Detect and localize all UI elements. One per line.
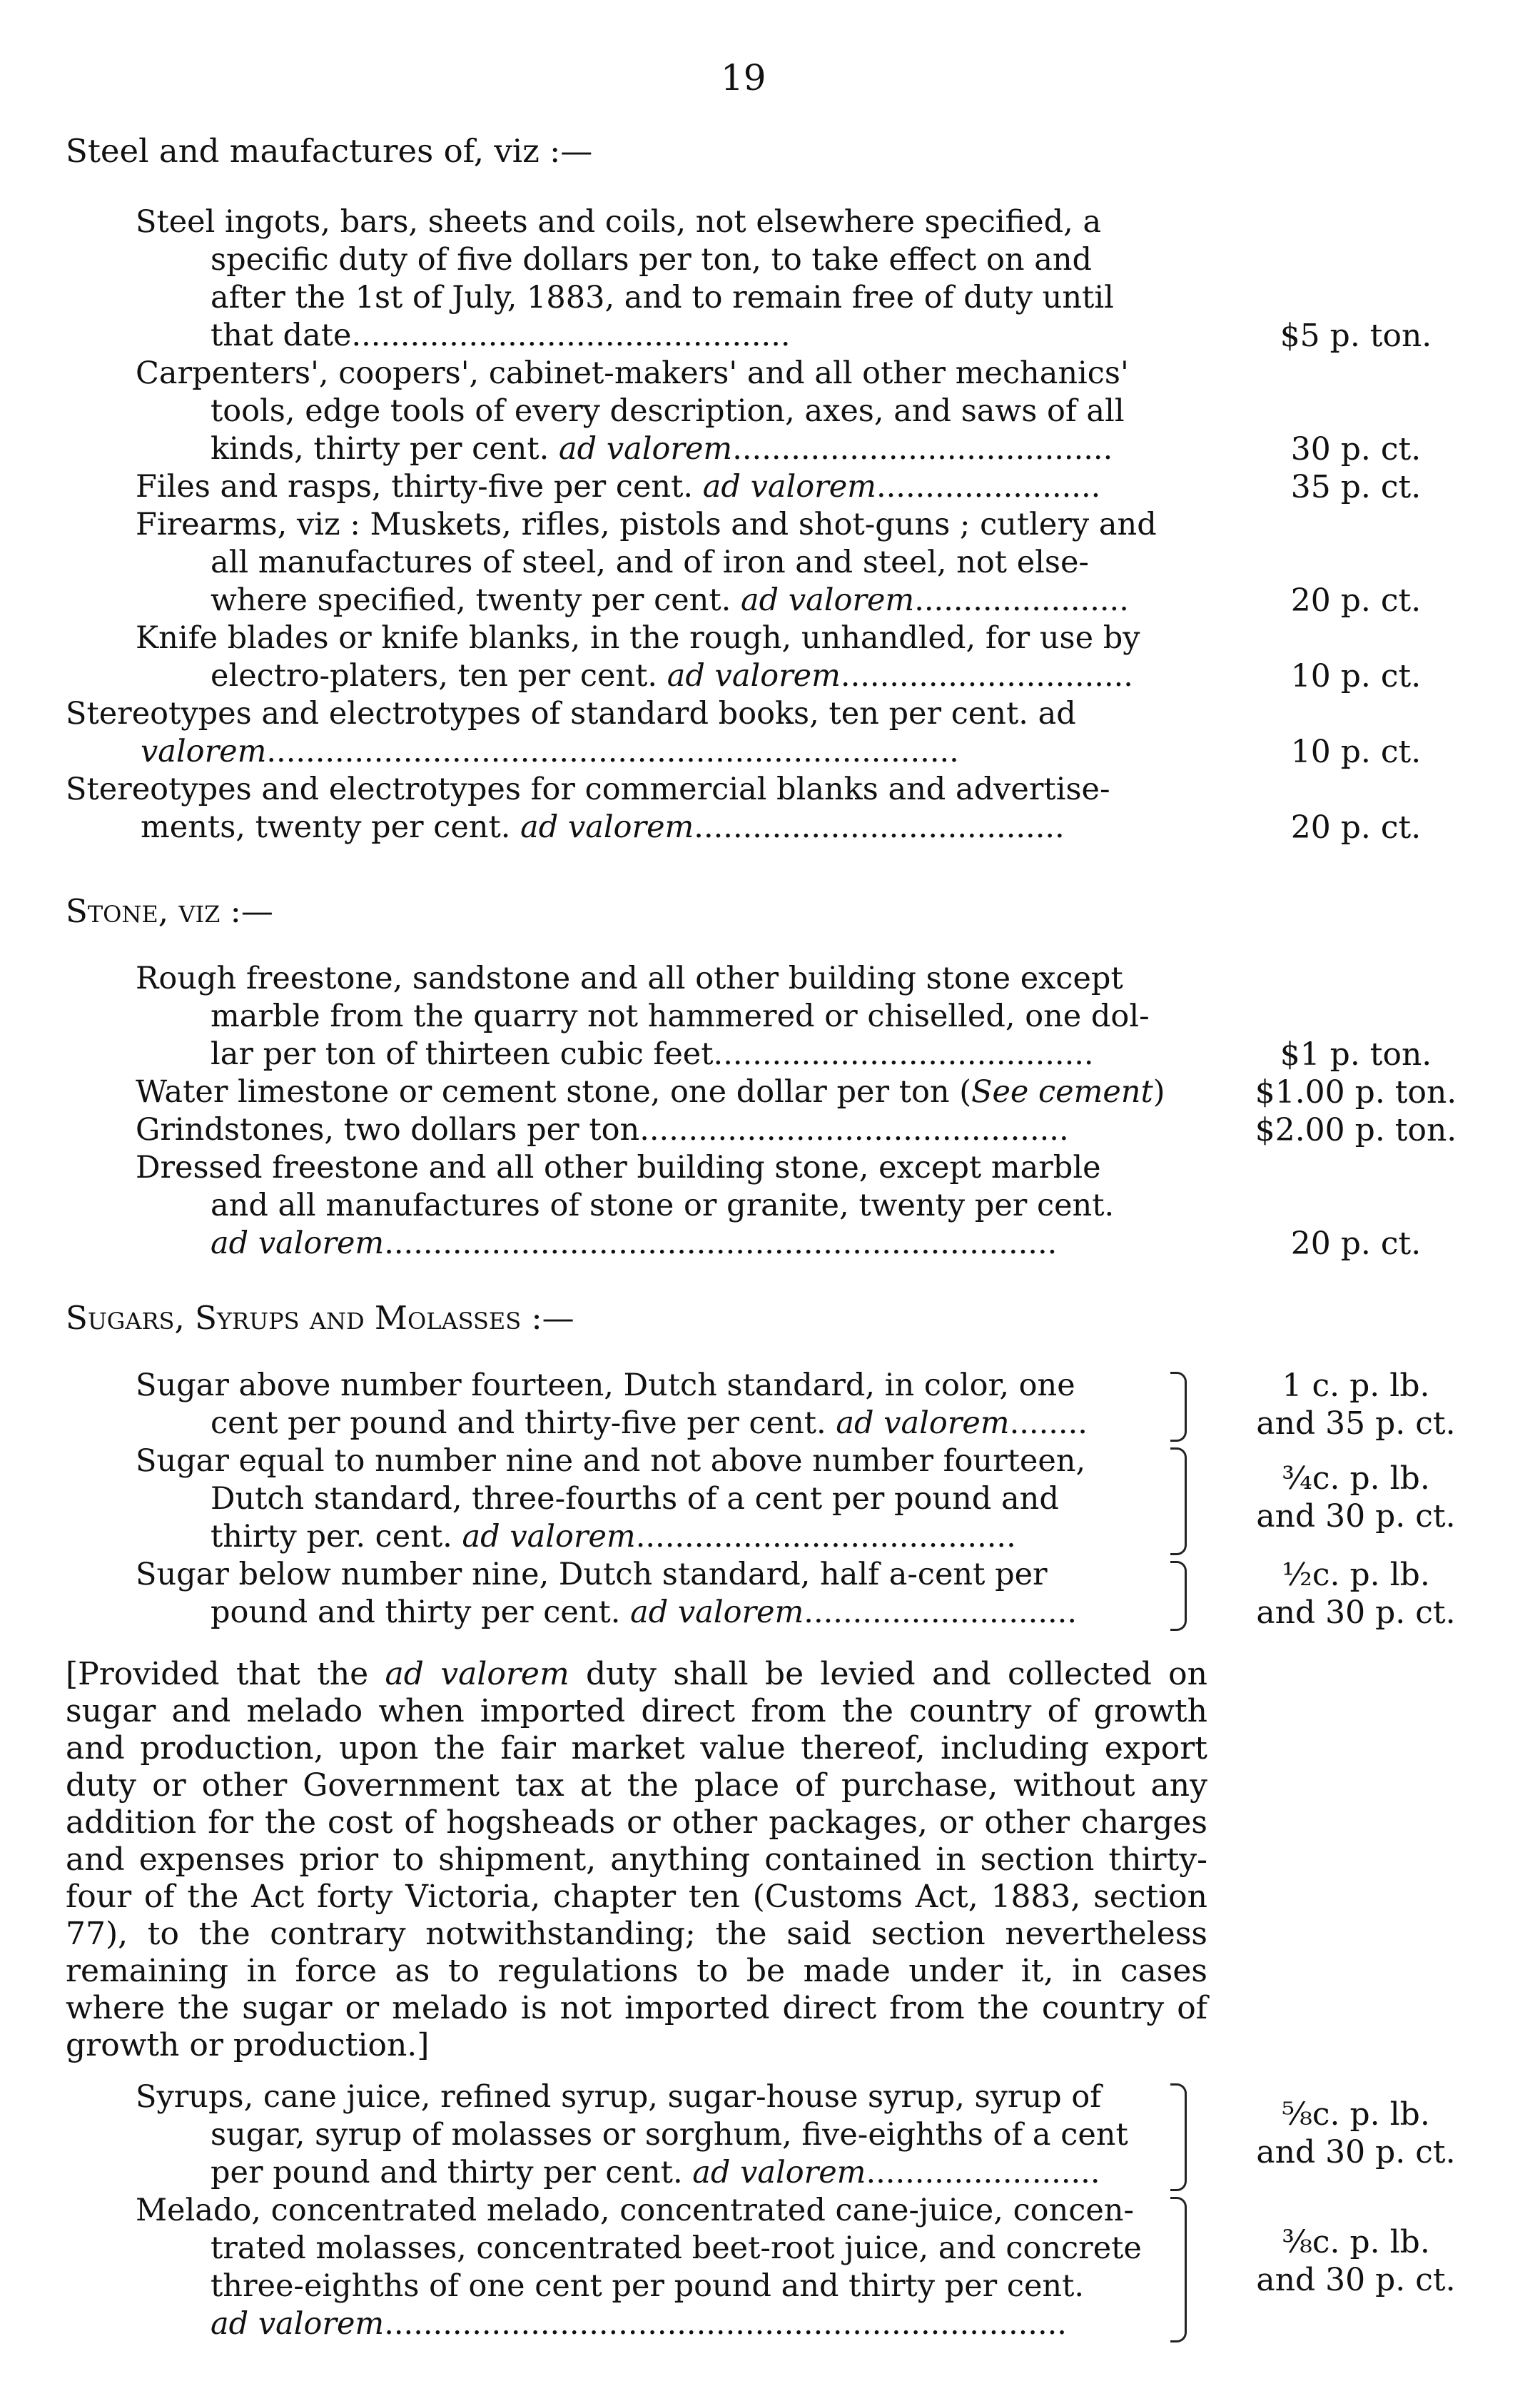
entry-line: kinds, thirty per cent. ad valorem....................................... — [211, 431, 1113, 467]
stone-heading: Stone, viz :— — [66, 892, 273, 930]
entry-line: that date............................................. — [211, 318, 791, 353]
stone-item-water-limestone — [136, 1073, 1206, 1111]
brace — [1170, 1561, 1187, 1631]
entry-line: tools, edge tools of every description, axes, and saws of all — [211, 393, 1125, 429]
rate-steel-tools: 30 p. ct. — [1290, 431, 1422, 467]
entry-line: Firearms, viz : Muskets, rifles, pistols and shot-guns ; cutlery and — [136, 507, 1157, 542]
entry-line: cent per pound and thirty-five per cent. ad valorem........ — [211, 1405, 1088, 1441]
entry-line: ments, twenty per cent. ad valorem...................................... — [141, 809, 1065, 845]
rate-stereotypes-commercial: 20 p. ct. — [1290, 809, 1422, 846]
steel-item-stereotypes-books — [66, 695, 1206, 771]
steel-item-knife-blades — [136, 620, 1206, 695]
rate-sugar-below-nine-2: and 30 p. ct. — [1256, 1594, 1456, 1631]
sugar-item-nine-to-fourteen — [136, 1442, 1206, 1556]
brace — [1170, 2083, 1187, 2191]
entry-line: Stereotypes and electrotypes for commercial blanks and advertise- — [66, 772, 1110, 807]
entry-line: Syrups, cane juice, refined syrup, sugar-house syrup, syrup of — [136, 2079, 1102, 2115]
entry-line: and all manufactures of stone or granite, twenty per cent. — [211, 1188, 1115, 1223]
rate-sugar-above-fourteen-1: 1 c. p. lb. — [1282, 1368, 1430, 1404]
rate-sugar-below-nine-1: ½c. p. lb. — [1282, 1557, 1430, 1593]
entry-line: Files and rasps, thirty-five per cent. ad valorem....................... — [136, 469, 1101, 505]
entry-line: electro-platers, ten per cent. ad valorem.............................. — [211, 658, 1133, 694]
rate-grindstones: $2.00 p. ton. — [1255, 1112, 1457, 1148]
steel-item-tools — [136, 355, 1206, 468]
entry-line: Sugar above number fourteen, Dutch standard, in color, one — [136, 1368, 1075, 1403]
entry-line: ad valorem..................................................................... — [211, 1225, 1058, 1261]
entry-line: thirty per. cent. ad valorem....................................... — [211, 1519, 1016, 1555]
entry-line: marble from the quarry not hammered or chiselled, one dol- — [211, 999, 1150, 1034]
stone-item-dressed-freestone — [136, 1149, 1206, 1263]
rate-sugar-nine-to-fourteen-1: ¾c. p. lb. — [1282, 1460, 1430, 1497]
steel-item-firearms — [136, 506, 1206, 620]
rate-melado-1: ⅜c. p. lb. — [1282, 2224, 1430, 2260]
page-number: 19 — [721, 57, 766, 98]
brace — [1170, 1447, 1187, 1555]
entry-line: Knife blades or knife blanks, in the rough, unhandled, for use by — [136, 620, 1140, 656]
rate-water-limestone: $1.00 p. ton. — [1255, 1074, 1457, 1111]
sugar-item-above-fourteen — [136, 1367, 1206, 1442]
entry-line: pound and thirty per cent. ad valorem............................ — [211, 1594, 1077, 1630]
steel-item-stereotypes-commercial — [66, 771, 1206, 846]
stone-item-grindstones — [136, 1111, 1206, 1149]
entry-line: specific duty of five dollars per ton, to take effect on and — [211, 242, 1093, 278]
entry-line: three-eighths of one cent per pound and thirty per cent. — [211, 2268, 1085, 2304]
entry-line: Dutch standard, three-fourths of a cent per pound and — [211, 1481, 1059, 1517]
entry-line: trated molasses, concentrated beet-root juice, and concrete — [211, 2230, 1142, 2266]
sugar-item-melado — [136, 2192, 1206, 2343]
sugar-item-syrups — [136, 2078, 1206, 2192]
rate-rough-freestone: $1 p. ton. — [1280, 1036, 1432, 1073]
rate-steel-knife-blades: 10 p. ct. — [1290, 658, 1422, 694]
entry-line: lar per ton of thirteen cubic feet....................................... — [211, 1036, 1094, 1072]
entry-line: Melado, concentrated melado, concentrated cane-juice, concen- — [136, 2193, 1134, 2228]
sugar-proviso-paragraph: [Provided that the ad valorem duty shall be levied and collected on sugar and melado when imported direct from the country of growth and production, upon the fair market value thereof, including export duty or other Government tax at the place of purchase, without any addition for the cost of hogsheads or other packages, or other charges and expenses prior to shipment, anything contained in section thirty-four of the Act forty Victoria, chapter ten (Customs Act, 1883, section 77), to the contrary notwithstanding; the said section nevertheless remaining in force as to regulations to be made under it, in cases where the sugar or melado is not imported direct from the country of growth or production.] — [66, 1656, 1208, 2063]
entry-line: ad valorem...................................................................... — [211, 2306, 1067, 2342]
entry-line: Carpenters', coopers', cabinet-makers' and all other mechanics' — [136, 355, 1129, 391]
rate-syrups-1: ⅝c. p. lb. — [1282, 2096, 1430, 2133]
rate-sugar-above-fourteen-2: and 35 p. ct. — [1256, 1405, 1456, 1442]
entry-line: Stereotypes and electrotypes of standard books, ten per cent. ad — [66, 696, 1076, 732]
entry-line: Water limestone or cement stone, one dollar per ton (See cement) — [136, 1074, 1165, 1110]
sugars-heading: Sugars, Syrups and Molasses :— — [66, 1299, 574, 1337]
stone-item-rough-freestone — [136, 960, 1206, 1073]
entry-line: Sugar equal to number nine and not above number fourteen, — [136, 1443, 1086, 1479]
steel-item-files — [136, 468, 1206, 506]
entry-line: Steel ingots, bars, sheets and coils, not elsewhere specified, a — [136, 204, 1102, 240]
entry-line: Rough freestone, sandstone and all other building stone except — [136, 961, 1123, 996]
rate-dressed-freestone: 20 p. ct. — [1290, 1225, 1422, 1262]
entry-line: sugar, syrup of molasses or sorghum, five-eighths of a cent — [211, 2117, 1128, 2153]
entry-line: where specified, twenty per cent. ad valorem...................... — [211, 582, 1129, 618]
entry-line: per pound and thirty per cent. ad valorem........................ — [211, 2155, 1100, 2190]
entry-line: after the 1st of July, 1883, and to remain free of duty until — [211, 280, 1114, 315]
rate-steel-files: 35 p. ct. — [1290, 469, 1422, 505]
entry-line: Dressed freestone and all other building stone, except marble — [136, 1150, 1101, 1186]
rate-sugar-nine-to-fourteen-2: and 30 p. ct. — [1256, 1498, 1456, 1535]
rate-syrups-2: and 30 p. ct. — [1256, 2134, 1456, 2170]
sugar-item-below-nine — [136, 1556, 1206, 1632]
brace — [1170, 1372, 1187, 1442]
entry-line: all manufactures of steel, and of iron and steel, not else- — [211, 545, 1089, 580]
steel-item-ingots — [136, 203, 1206, 355]
entry-line: valorem....................................................................... — [141, 734, 959, 769]
rate-stereotypes-books: 10 p. ct. — [1290, 734, 1422, 770]
brace — [1170, 2197, 1187, 2342]
entry-line: Grindstones, two dollars per ton............................................ — [136, 1112, 1069, 1148]
rate-steel-firearms: 20 p. ct. — [1290, 582, 1422, 619]
rate-steel-ingots: $5 p. ton. — [1280, 318, 1432, 354]
steel-heading: Steel and maufactures of, viz :— — [66, 132, 593, 170]
entry-line: Sugar below number nine, Dutch standard, half a-cent per — [136, 1557, 1048, 1592]
rate-melado-2: and 30 p. ct. — [1256, 2262, 1456, 2298]
